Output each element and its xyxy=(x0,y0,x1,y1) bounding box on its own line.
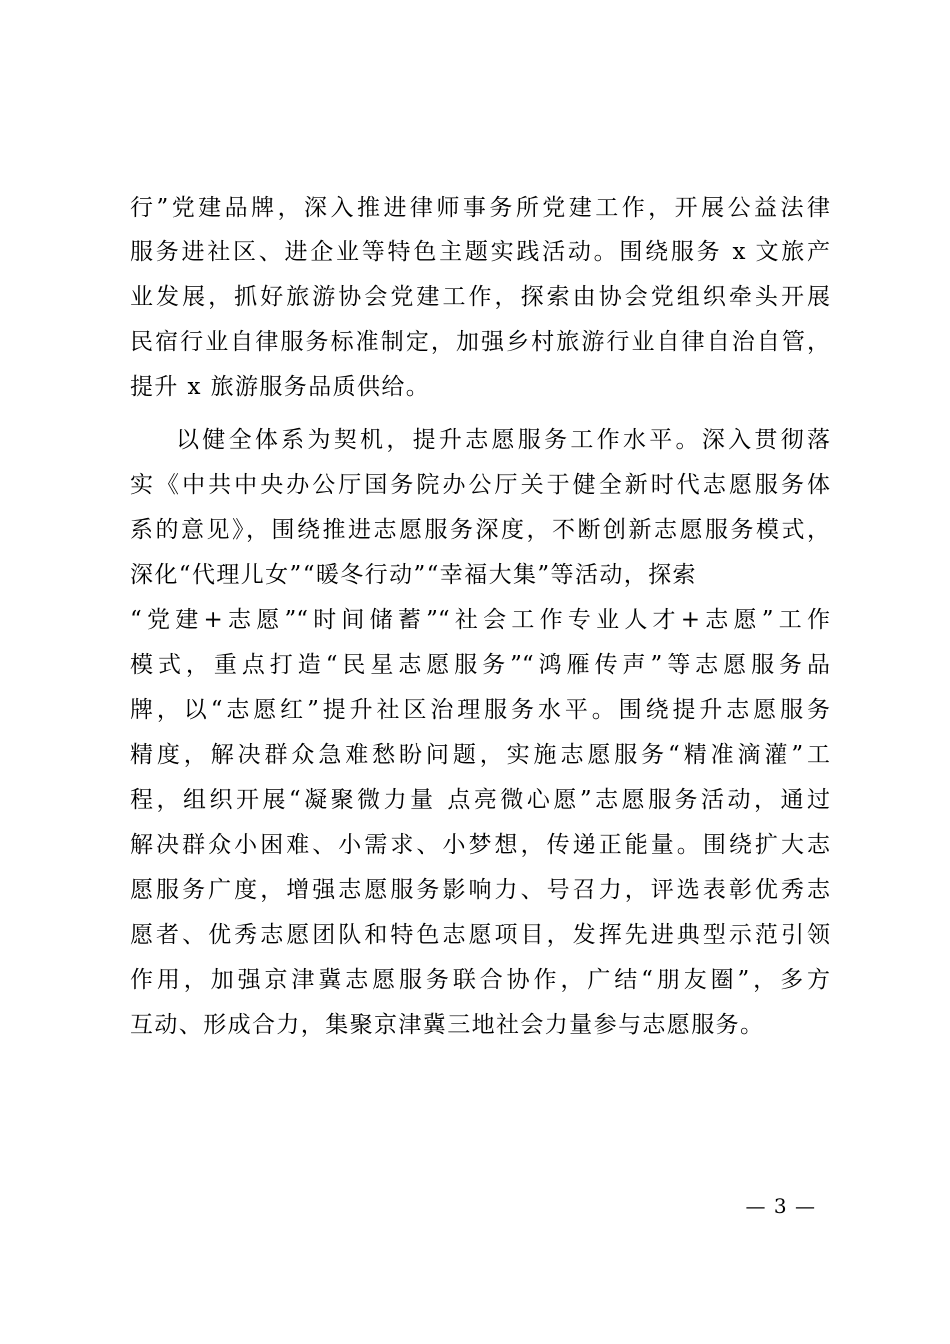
text-line: 互动、形成合力，集聚京津冀三地社会力量参与志愿服务。 xyxy=(130,1012,765,1038)
text-line: 服务进社区、进企业等特色主题实践活动。围绕服务 x 文旅产 xyxy=(130,239,830,265)
text-line: 作用，加强京津冀志愿服务联合协作，广结“朋友圈”，多方 xyxy=(130,967,830,993)
text-line: 愿者、优秀志愿团队和特色志愿项目，发挥先进典型示范引领 xyxy=(130,922,830,948)
text-line: 模式，重点打造“民星志愿服务”“鸿雁传声”等志愿服务品 xyxy=(130,652,830,678)
text-line: 提升 x 旅游服务品质供给。 xyxy=(130,374,431,400)
text-line: 程，组织开展“凝聚微力量 点亮微心愿”志愿服务活动，通过 xyxy=(130,787,830,813)
text-line: 实《中共中央办公厅国务院办公厅关于健全新时代志愿服务体 xyxy=(130,472,830,498)
text-line: 牌，以“志愿红”提升社区治理服务水平。围绕提升志愿服务 xyxy=(130,697,830,723)
text-line: 系的意见》，围绕推进志愿服务深度，不断创新志愿服务模式， xyxy=(130,517,830,543)
text-line: 深化“代理儿女”“暖冬行动”“幸福大集”等活动，探索 xyxy=(130,562,697,588)
text-line: 以健全体系为契机，提升志愿服务工作水平。深入贯彻落 xyxy=(176,427,830,453)
text-line: 精度，解决群众急难愁盼问题，实施志愿服务“精准滴灌”工 xyxy=(130,742,830,768)
text-line: “党建+志愿”“时间储蓄”“社会工作专业人才+志愿”工作 xyxy=(130,607,830,633)
text-line: 愿服务广度，增强志愿服务影响力、号召力，评选表彰优秀志 xyxy=(130,877,830,903)
page-number: — 3 — xyxy=(745,1194,816,1218)
text-line: 解决群众小困难、小需求、小梦想，传递正能量。围绕扩大志 xyxy=(130,832,830,858)
text-line: 民宿行业自律服务标准制定，加强乡村旅游行业自律自治自管， xyxy=(130,329,830,355)
text-line: 行”党建品牌，深入推进律师事务所党建工作，开展公益法律 xyxy=(130,195,830,221)
text-line: 业发展，抓好旅游协会党建工作，探索由协会党组织牵头开展 xyxy=(130,284,830,310)
